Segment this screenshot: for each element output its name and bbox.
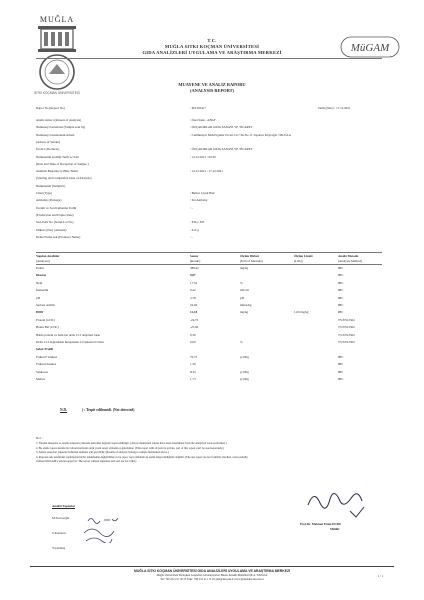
column-header-en: (Analysis Method) — [338, 258, 362, 263]
info-value: : - — [190, 234, 193, 239]
analysis-name: Protein (δ13C) — [36, 317, 55, 322]
analysis-result: 24,60 — [190, 303, 198, 307]
analysis-unit: mmol/kg — [240, 303, 252, 307]
analysis-method: IHC — [338, 303, 344, 307]
header-divider — [36, 58, 382, 59]
analysis-result: 3,78 — [190, 295, 196, 300]
analysis-result: N.D. — [190, 369, 197, 374]
analysis-unit: pH — [240, 295, 244, 300]
info-label: (Adress of Sender) — [36, 139, 61, 144]
analysis-name: Fruktoz/Glukoz — [36, 362, 57, 367]
analysis-method: IHC — [338, 295, 344, 300]
info-label: Deniz Firma Adı (Producer Name) — [36, 234, 81, 239]
info-value: : Cumhuriyet Mah.Ergüder Ercan Cd.7 Sk.No 11 Toparlar Köyceğiz / MUĞLA — [190, 132, 292, 137]
org-line-3: GIDA ANALİZLERİ UYGULAMA VE ARAŞTIRMA MERKEZİ — [142, 50, 282, 55]
info-label: Seri-Parti No (Serial-Lot No) — [36, 220, 74, 225]
report-title: MUAYENE VE ANALİZ RAPORU — [178, 82, 246, 87]
info-label: Numunenin Geldiği Tarih ve Saat — [36, 154, 79, 159]
analyst-signatures — [82, 515, 126, 543]
info-value: : Ballıcı Çiçek Balı — [190, 191, 215, 195]
analysis-method: TS EN12562 — [338, 317, 355, 322]
note-line: 3. Analiz sonuçları yukarıda belirtilen numune için geçerlidir. (Results of analysis belong to sample mentioned above.) — [36, 451, 169, 455]
manager-signature — [300, 485, 372, 520]
analysis-result: 389,62 — [190, 266, 199, 270]
info-label: Analizin Başlama ve Bitiş Tarihi — [36, 169, 78, 174]
analysis-method: TS EN12562 — [338, 340, 355, 344]
analysis-unit: g/100g — [240, 354, 249, 359]
info-value: : ÖZÇAKIRLAR GIDA SANAYİ VE TİCARET — [190, 125, 253, 130]
info-label: (Production and Expire Date) — [36, 212, 74, 217]
column-header-en: (LOQ) — [294, 258, 303, 263]
manager-name: Prof.Dr. Mehmet Emin DURU — [300, 522, 342, 526]
analysis-name: Maltoz — [36, 377, 46, 381]
analysis-name: pH — [36, 295, 40, 300]
analysis-method: IHC — [338, 354, 344, 359]
info-label: Cinsi (Type) — [36, 191, 52, 195]
analysis-result: 1,73 — [190, 377, 196, 381]
report-date: Tarih (Date) : 17.12.2021 — [318, 106, 351, 110]
column-header: Ölçüm Birimi — [240, 254, 259, 258]
footer-org: MUĞLA SITKI KOÇMAN ÜNİVERSİTESİ GIDA ANALİZLERİ UYGULAMA VE ARAŞTIRMA MERKEZİ — [134, 569, 290, 573]
note-line: 1. Yapılan muayene ve analiz sonuçları yukarıda belirtilen değerler tespit edilmiştir. (Above mentioned values have been determined from the analytical work performed.) — [36, 442, 227, 445]
analysis-method: IHC — [338, 362, 344, 367]
analysis-unit: g/100g — [240, 377, 249, 381]
nd-text: ) : Tespit edilemedi. (Not detected) — [82, 408, 135, 412]
notes-title: Not : — [36, 436, 43, 440]
info-label: (Date and Time of Reception of Sample ) — [36, 161, 89, 166]
analysis-name: Diastaz — [36, 273, 47, 278]
analysis-method: TS EN12562 — [338, 332, 355, 337]
note-line: 4. Raporun aslı tarafından yapılmayan hiçbir tanınmamış değiştirilmiş ve bu rapor veya tarihlerin de resmi belge niteliğinde değildir. (The test report are not formally enrolled, even partially, — [36, 455, 249, 459]
analysis-result: -24,70 — [190, 317, 199, 322]
analysis-name: Serbest Asitlik — [36, 303, 55, 307]
mugam-logo-text: MüGAM — [350, 42, 390, 54]
info-label: Numuneyi Gönderenin Adresi — [36, 132, 75, 137]
logo-title-text: MUĞLA — [39, 15, 75, 24]
info-label: Numuneyi Gönderen (Sample sent by) — [36, 125, 86, 130]
info-value: : ÖZÇAKIRLAR GIDA SANAYİ VE TİCARET — [190, 147, 253, 152]
info-label: Ambalajı (Package) — [36, 198, 62, 203]
analysis-result: 0,00 — [190, 340, 196, 344]
info-value: : Pet Ambalaj — [190, 198, 208, 203]
nd-label: N.D. — [60, 408, 67, 412]
column-header: Analiz Metodu — [338, 254, 359, 258]
analysis-result: 9,87 — [190, 273, 196, 278]
analysis-name: HMF — [36, 310, 44, 315]
info-value: : Özel İstek - ABGF — [190, 118, 216, 122]
analysis-name: Balda protein ve ham bal delta C13 değerleri farkı — [36, 332, 101, 337]
org-line-2: MUĞLA SITKI KOÇMAN ÜNİVERSİTESİ — [164, 44, 260, 49]
info-value: : - — [190, 205, 193, 210]
analysis-name: Prolin — [36, 266, 44, 270]
footer-address: Muğla Üniversitesi Yerleşkesi Araştırma Laboratuvarları Binası Kötekli Mahallesi ÖLA / MUĞLA — [156, 574, 268, 577]
report-subtitle: (ANALYSIS REPORT) — [190, 88, 234, 93]
report-no-value: : MT102417 — [190, 106, 207, 110]
info-label: Numunenin (Sample's) — [36, 183, 66, 188]
analysis-name: Fruktoz+Glukoz — [36, 354, 58, 359]
analysis-method: IHC — [338, 377, 344, 381]
analysis-method: IHC — [338, 266, 344, 270]
analysis-result: 17,52 — [190, 280, 198, 285]
analysis-loq: 1,00 mg/kg — [294, 310, 309, 315]
note-line: without MUGAM's written approval. The report without signature and seal are not valid.) — [36, 460, 137, 464]
analysis-unit: % — [240, 280, 243, 285]
analysis-result: 70,75 — [190, 354, 198, 359]
analysis-unit: % — [240, 340, 243, 344]
table-top-rule — [36, 252, 382, 253]
analysis-result: 12,18 — [190, 310, 198, 315]
info-value: : P.No: 303 — [190, 220, 205, 225]
analysis-name: Sakkaroz — [36, 369, 48, 374]
info-label: Üretici (Producer) — [36, 147, 60, 152]
analysis-result: 0,30 — [190, 332, 196, 337]
analysis-unit: mg/kg — [240, 266, 249, 270]
analysis-method: IHC — [338, 273, 344, 278]
info-value: : 412 g — [190, 227, 199, 232]
column-header-en: (Analyses) — [36, 258, 50, 263]
info-label: Miktarı (Net) (Amount) — [36, 227, 67, 232]
analysis-method: TS EN12562 — [338, 325, 355, 330]
analysis-name: Şeker Profili — [36, 347, 54, 352]
analysts-title: Analizi Yapanlar — [52, 504, 75, 508]
analysis-method: IHC — [338, 310, 344, 315]
column-header: Sonuç — [190, 254, 199, 258]
analysis-method: IHC — [338, 288, 344, 293]
column-header: Ölçüm Limiti — [294, 254, 313, 258]
analysis-method: IHC — [338, 280, 344, 285]
analysis-name: Delta C13 değerinden hesaplanan C4 Şekerleri Oranı — [36, 340, 104, 344]
analysis-name: Hanın Bal (δ13C) — [36, 325, 59, 330]
logo-sub-text: SITKI KOÇMAN ÜNİVERSİTESİ — [34, 91, 80, 95]
analyst-2: S.Korukcu — [52, 531, 66, 535]
column-header-en: (Unit of Measure) — [240, 258, 264, 263]
analysis-unit: mg/kg — [240, 310, 249, 315]
analyst-3: Y.Çetintaş — [52, 546, 66, 550]
analysis-name: Nem — [36, 280, 43, 285]
info-label: Üretim ve Son Kullanma Tarihi — [36, 205, 77, 210]
footer-contact: Tel: +90 252 211 30 53 Faks: +90 252 211 15 45 gida@mu.edu.tr www.gidaanaliz.mu.edu.tr — [160, 578, 264, 581]
info-value: : 14.12.2021 / 17.12.2021 — [190, 169, 223, 174]
table-head-rule — [36, 264, 382, 265]
info-label: Analiz Amacı (Reason of Analysis) — [36, 118, 82, 122]
info-label: (Starting and Completion Date of Analysis) — [36, 176, 92, 181]
analysis-name: İletkenlik — [36, 288, 49, 293]
analysis-unit: mS/cm — [240, 288, 250, 293]
note-line: 2. Bu analiz raporu kurulu bu Labortuvarlarına aittir yazılı onayı olmadan çoğaltılamaz. (This report with all parts is private, part of this report can't be used separately.) — [36, 446, 224, 450]
column-header-en: (Result) — [190, 258, 201, 263]
report-no-label: Rapor No (Report No) — [36, 106, 65, 110]
footer-divider — [30, 566, 394, 567]
analyst-1: M.Sarıcaoğlu — [52, 516, 70, 520]
column-header: Yapılan Analizler — [36, 254, 60, 258]
org-line-1: T.C. — [207, 38, 217, 43]
analysis-unit: g/100g — [240, 369, 249, 374]
analysis-result: 0,42 — [190, 288, 196, 293]
info-value: : 14.12.2021 / 09:30 — [190, 154, 216, 159]
analysis-result: -25,00 — [190, 325, 199, 330]
analysis-method: IHC — [338, 369, 344, 374]
analysis-result: 1,30 — [190, 362, 196, 367]
manager-title: Müdür — [330, 527, 340, 531]
page-number: 1 / 1 — [378, 575, 383, 578]
